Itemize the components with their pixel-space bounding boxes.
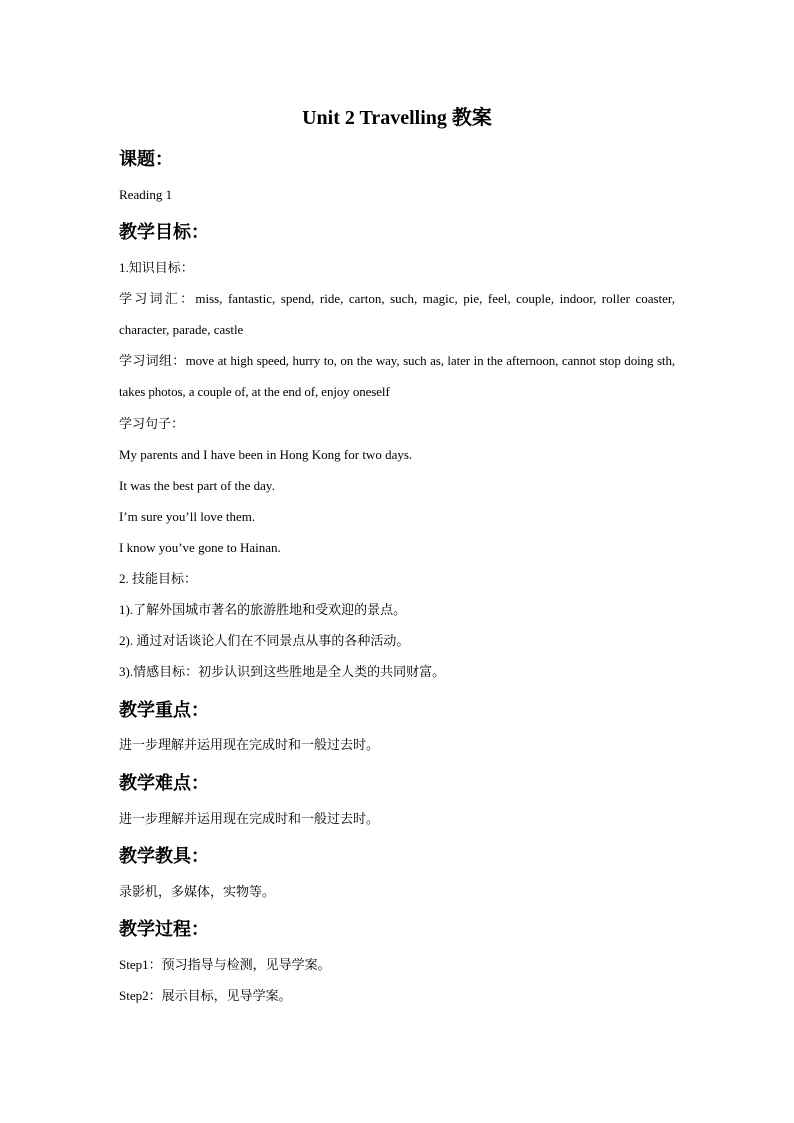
topic-value: Reading 1 <box>119 187 173 202</box>
difficulties-text: 进一步理解并运用现在完成时和一般过去时。 <box>119 811 380 826</box>
sentence-item: I’m sure you’ll love them. <box>119 509 256 524</box>
teaching-aids-text: 录影机，多媒体，实物等。 <box>119 884 276 899</box>
skills-item: 3).情感目标：初步认识到这些胜地是全人类的共同财富。 <box>119 664 446 679</box>
sentence-item: My parents and I have been in Hong Kong for two days. <box>119 447 413 462</box>
process-step: Step1：预习指导与检测，见导学案。 <box>119 957 331 972</box>
knowledge-objectives-label: 1.知识目标： <box>119 260 194 275</box>
objectives-heading: 教学目标： <box>119 222 209 242</box>
sentences-label: 学习句子： <box>119 416 185 431</box>
key-points-heading: 教学重点： <box>119 700 209 720</box>
skills-item: 2). 通过对话谈论人们在不同景点从事的各种活动。 <box>119 633 410 648</box>
key-points-text: 进一步理解并运用现在完成时和一般过去时。 <box>119 737 380 752</box>
skills-objectives-label: 2. 技能目标： <box>119 571 198 586</box>
document-title: Unit 2 Travelling 教案 <box>302 107 492 129</box>
phrases-paragraph: 学习词组：move at high speed, hurry to, on the way, such as, later in the afternoon, cannot stop doing sth, takes photos, a couple of, at the end of, enjoy oneself <box>119 353 675 399</box>
process-step: Step2：展示目标，见导学案。 <box>119 988 292 1003</box>
skills-item: 1).了解外国城市著名的旅游胜地和受欢迎的景点。 <box>119 602 407 617</box>
topic-heading: 课题： <box>119 149 173 169</box>
sentence-item: I know you’ve gone to Hainan. <box>119 540 281 555</box>
sentence-item: It was the best part of the day. <box>119 478 275 493</box>
teaching-process-heading: 教学过程： <box>119 919 209 939</box>
vocabulary-paragraph: 学习词汇：miss, fantastic, spend, ride, carton, such, magic, pie, feel, couple, indoor, roller coaster, character, parade, castle <box>119 291 675 337</box>
teaching-aids-heading: 教学教具： <box>119 846 209 866</box>
difficulties-heading: 教学难点： <box>119 773 209 793</box>
